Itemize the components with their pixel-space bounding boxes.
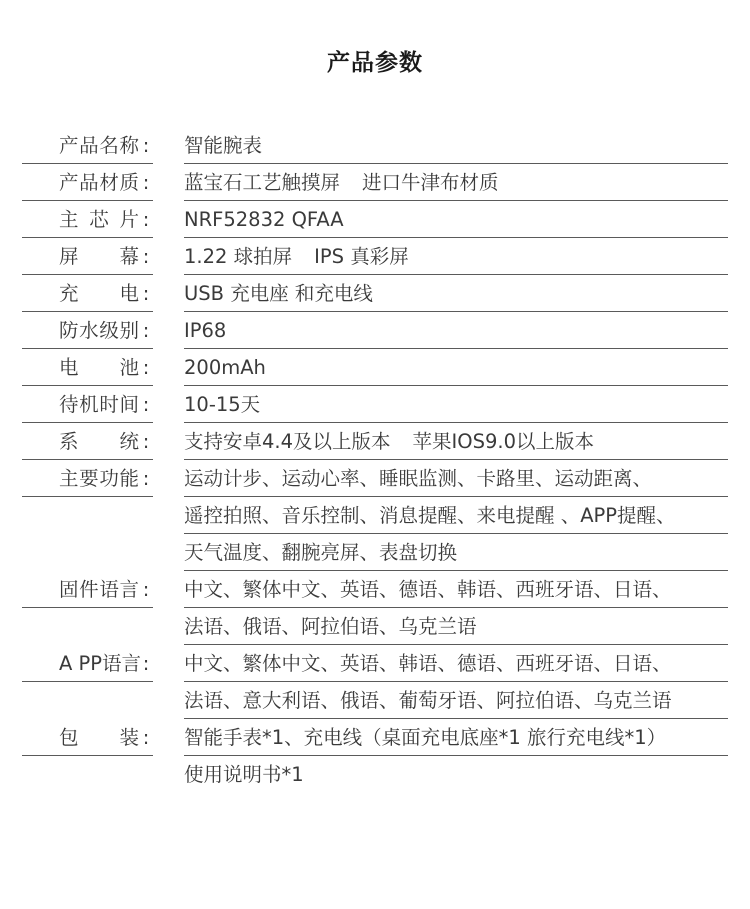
spec-label: 电 池 : xyxy=(22,349,153,386)
spec-row xyxy=(0,682,750,719)
spec-value: 法语、意大利语、俄语、葡萄牙语、阿拉伯语、乌克兰语 xyxy=(184,682,728,719)
spec-label: 固件语言 : xyxy=(22,571,153,608)
spec-value: IP68 xyxy=(184,312,728,349)
spec-value: 法语、俄语、阿拉伯语、乌克兰语 xyxy=(184,608,728,645)
spec-row xyxy=(0,275,750,312)
spec-label: 屏 幕 : xyxy=(22,238,153,275)
spec-label: 待机时间 : xyxy=(22,386,153,423)
spec-label: 防水级别 : xyxy=(22,312,153,349)
spec-value: 10-15天 xyxy=(184,386,728,423)
page-title: 产品参数 xyxy=(327,50,423,76)
spec-label: 主 芯 片 : xyxy=(22,201,153,238)
spec-row xyxy=(0,312,750,349)
spec-value: 1.22 球拍屏 IPS 真彩屏 xyxy=(184,238,728,275)
spec-row xyxy=(0,645,750,682)
spec-value: 天气温度、翻腕亮屏、表盘切换 xyxy=(184,534,728,571)
spec-label: 包 装 : xyxy=(22,719,153,756)
spec-value: 使用说明书*1 xyxy=(184,763,304,786)
spec-row xyxy=(0,423,750,460)
spec-value: 蓝宝石工艺触摸屏 进口牛津布材质 xyxy=(184,164,728,201)
spec-value: 遥控拍照、音乐控制、消息提醒、来电提醒 、APP提醒、 xyxy=(184,497,728,534)
spec-row xyxy=(0,571,750,608)
spec-label: 充 电 : xyxy=(22,275,153,312)
spec-row xyxy=(0,608,750,645)
spec-value: 中文、繁体中文、英语、德语、韩语、西班牙语、日语、 xyxy=(184,571,728,608)
spec-label: 系 统 : xyxy=(22,423,153,460)
spec-value: 支持安卓4.4及以上版本 苹果IOS9.0以上版本 xyxy=(184,423,728,460)
spec-row xyxy=(0,497,750,534)
spec-value: NRF52832 QFAA xyxy=(184,201,728,238)
spec-value: 智能手表*1、充电线（桌面充电底座*1 旅行充电线*1） xyxy=(184,719,728,756)
spec-row xyxy=(0,349,750,386)
spec-value: USB 充电座 和充电线 xyxy=(184,275,728,312)
spec-value: 智能腕表 xyxy=(184,127,728,164)
spec-value: 中文、繁体中文、英语、韩语、德语、西班牙语、日语、 xyxy=(184,645,728,682)
spec-value: 200mAh xyxy=(184,349,728,386)
spec-row xyxy=(0,386,750,423)
spec-row xyxy=(0,719,750,756)
spec-row xyxy=(0,534,750,571)
spec-row xyxy=(0,460,750,497)
spec-label: 产品材质 : xyxy=(22,164,153,201)
spec-value: 运动计步、运动心率、睡眠监测、卡路里、运动距离、 xyxy=(184,460,728,497)
spec-row xyxy=(0,164,750,201)
spec-row xyxy=(0,238,750,275)
spec-label: 主要功能 : xyxy=(22,460,153,497)
spec-row xyxy=(0,201,750,238)
spec-row xyxy=(0,756,750,793)
spec-row xyxy=(0,127,750,164)
spec-label: A PP语言: xyxy=(22,645,153,682)
spec-label: 产品名称 : xyxy=(22,127,153,164)
